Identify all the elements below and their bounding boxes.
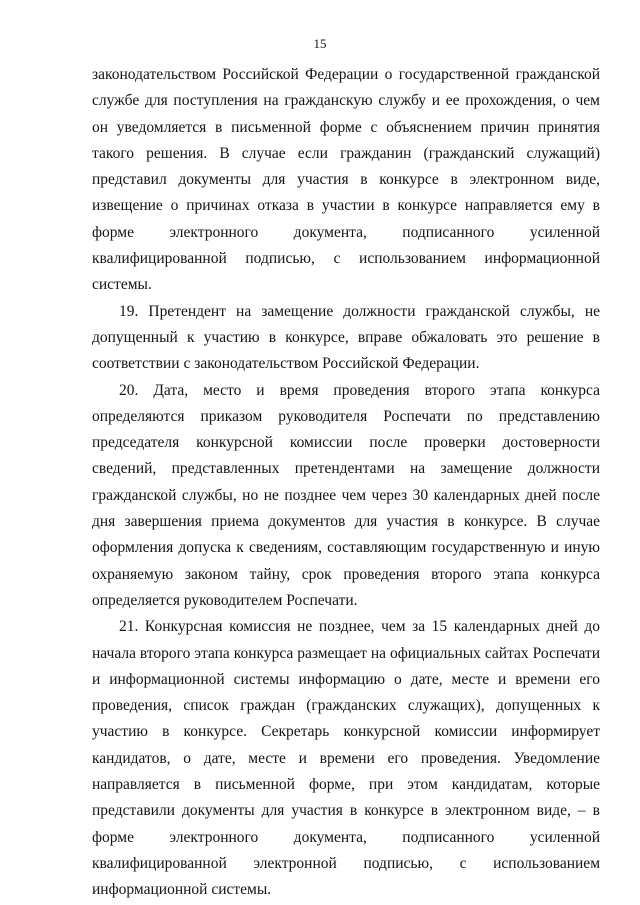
page-number: 15 bbox=[313, 36, 327, 51]
paragraph-item-19: 19. Претендент на замещение должности гражданской службы, не допущенный к участию в конкурсе, вправе обжаловать это решение в соответствии с законодательством Российской Федерации. bbox=[92, 302, 600, 373]
paragraph-item-20: 20. Дата, место и время проведения второго этапа конкурса определяются приказом руководителя Роспечати по представлению председателя конкурсной комиссии после проверки достоверности сведений, представленных претендентами на замещение должности гражданской службы, но не позднее чем через 30 календарных дней после дня завершения приема документов для участия в конкурсе. В случае оформления допуска к сведениям, составляющим государственную и иную охраняемую законом тайну, срок проведения второго этапа конкурса определяется руководителем Роспечати. bbox=[92, 381, 600, 609]
paragraph-item-21: 21. Конкурсная комиссия не позднее, чем за 15 календарных дней до начала второго этапа конкурса размещает на официальных сайтах Роспечати и информационной системы информацию о дате, месте и времени его проведения, список граждан (гражданских служащих), допущенных к участию в конкурсе. Секретарь конкурсной комиссии информирует кандидатов, о дате, месте и времени его проведения. Уведомление направляется в письменной форме, при этом кандидатам, которые представили документы для участия в конкурсе в электронном виде, – в форме электронного документа, подписанного усиленной квалифицированной электронной подписью, с использованием информационной системы. bbox=[92, 618, 600, 899]
paragraph-continuation: законодательством Российской Федерации о государственной гражданской службе для поступления на гражданскую службу и ее прохождения, о чем он уведомляется в письменной форме с объяснением причин принятия такого решения. В случае если гражданин (гражданский служащий) представил документы для участия в конкурсе в электронном виде, извещение о причинах отказа в участии в конкурсе направляется ему в форме электронного документа, подписанного усиленной квалифицированной подписью, с использованием информационной системы. bbox=[92, 66, 600, 294]
document-body bbox=[92, 62, 600, 904]
